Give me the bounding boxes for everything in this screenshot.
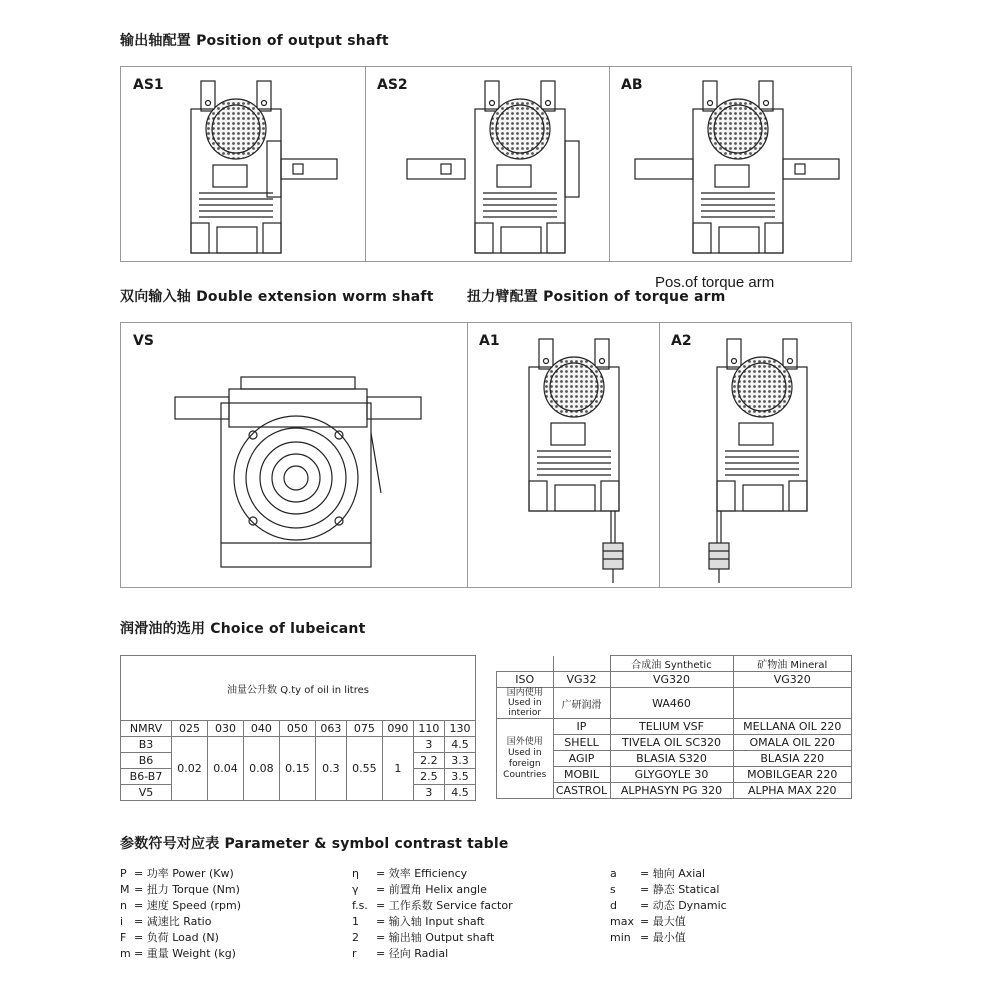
synthetic-cell: ALPHASYN PG 320: [610, 783, 733, 799]
symbol-row: [610, 914, 727, 930]
symbol-desc: = 工作系数 Service factor: [376, 899, 513, 912]
symbol-row: [120, 882, 241, 898]
table-cell: 3.5: [444, 769, 475, 785]
symbol-row: [352, 866, 513, 882]
symbol-desc: = 负荷 Load (N): [134, 931, 219, 944]
symbol-row: [610, 882, 727, 898]
col-header: 130: [444, 721, 475, 737]
col-header: 090: [382, 721, 413, 737]
mineral-header: 矿物油 Mineral: [733, 656, 852, 672]
brand-cell: CASTROL: [553, 783, 610, 799]
symbol-column-3: [610, 866, 727, 946]
synthetic-header: 合成油 Synthetic: [610, 656, 733, 672]
symbol-desc: = 扭力 Torque (Nm): [134, 883, 240, 896]
symbol-key: max: [610, 915, 634, 928]
col-header: 063: [315, 721, 346, 737]
table-corner: [497, 656, 554, 672]
symbol-desc: = 最大值: [640, 915, 686, 928]
symbol-desc: = 输入轴 Input shaft: [376, 915, 485, 928]
col-header: 075: [346, 721, 382, 737]
section-title-lubricant: 润滑油的选用 Choice of lubeicant: [120, 621, 366, 637]
table-cell: 1: [382, 737, 413, 801]
table-cell: 3.3: [444, 753, 475, 769]
synthetic-cell: GLYGOYLE 30: [610, 767, 733, 783]
table-cell: 0.55: [346, 737, 382, 801]
mineral-cell: BLASIA 220: [733, 751, 852, 767]
gearbox-vs-drawing: [171, 363, 431, 573]
iso-label: ISO: [497, 672, 554, 688]
table-cell: VG320: [610, 672, 733, 688]
col-header: 040: [243, 721, 279, 737]
section-title-torque-arm: 扭力臂配置 Position of torque arm: [467, 289, 726, 305]
row-label: B6-B7: [121, 769, 172, 785]
table-cell: VG320: [733, 672, 852, 688]
symbol-desc: = 最小值: [640, 931, 686, 944]
symbol-desc: = 重量 Weight (kg): [134, 947, 236, 960]
row-label: B6: [121, 753, 172, 769]
gearbox-as2-drawing: [405, 79, 595, 255]
symbol-desc: = 速度 Speed (rpm): [134, 899, 241, 912]
col-header: NMRV: [121, 721, 172, 737]
brand-cell: MOBIL: [553, 767, 610, 783]
symbol-desc: = 减速比 Ratio: [134, 915, 212, 928]
symbol-key: s: [610, 883, 616, 896]
symbol-key: 1: [352, 915, 359, 928]
symbol-row: [120, 898, 241, 914]
table-cell: 4.5: [444, 785, 475, 801]
mineral-cell: ALPHA MAX 220: [733, 783, 852, 799]
symbol-row: [352, 898, 513, 914]
symbol-key: a: [610, 867, 617, 880]
symbol-key: f.s.: [352, 899, 368, 912]
double-extension-panel: [120, 322, 852, 588]
symbol-row: [610, 930, 727, 946]
panel-label-a1: A1: [479, 333, 500, 349]
symbol-key: P: [120, 867, 127, 880]
row-label: V5: [121, 785, 172, 801]
section-title-output-shaft: 输出轴配置 Position of output shaft: [120, 33, 389, 49]
brand-cell: SHELL: [553, 735, 610, 751]
symbol-key: m: [120, 947, 131, 960]
table-cell: 0.15: [279, 737, 315, 801]
table-cell: 2.5: [413, 769, 444, 785]
symbol-key: 2: [352, 931, 359, 944]
symbol-desc: = 径向 Radial: [376, 947, 449, 960]
table-cell: 0.04: [207, 737, 243, 801]
synthetic-cell: BLASIA S320: [610, 751, 733, 767]
col-header: 025: [172, 721, 208, 737]
symbol-key: d: [610, 899, 617, 912]
divider: [467, 323, 468, 587]
symbol-key: η: [352, 867, 359, 880]
table-cell: 0.02: [172, 737, 208, 801]
brand-cell: AGIP: [553, 751, 610, 767]
table-cell: 0.3: [315, 737, 346, 801]
divider: [659, 323, 660, 587]
oil-qty-title: 油量公升数 Q.ty of oil in litres: [121, 656, 476, 721]
symbol-desc: = 功率 Power (Kw): [134, 867, 234, 880]
symbol-row: [120, 866, 241, 882]
symbol-row: [352, 930, 513, 946]
symbol-row: [352, 914, 513, 930]
symbol-row: [352, 882, 513, 898]
symbol-row: [610, 866, 727, 882]
table-cell: 4.5: [444, 737, 475, 753]
table-cell: 2.2: [413, 753, 444, 769]
symbol-key: min: [610, 931, 631, 944]
symbol-key: i: [120, 915, 124, 928]
symbol-column-1: [120, 866, 241, 962]
symbol-key: n: [120, 899, 127, 912]
table-cell: 0.08: [243, 737, 279, 801]
gearbox-ab-drawing: [633, 79, 843, 255]
synthetic-cell: TELIUM VSF: [610, 719, 733, 735]
symbol-row: [120, 930, 241, 946]
col-header: 050: [279, 721, 315, 737]
table-cell: VG32: [553, 672, 610, 688]
gearbox-as1-drawing: [161, 79, 351, 255]
symbol-key: M: [120, 883, 130, 896]
interior-brand: 广研润滑: [553, 688, 610, 719]
symbol-desc: = 前置角 Helix angle: [376, 883, 487, 896]
table-cell: 3: [413, 785, 444, 801]
panel-label-as2: AS2: [377, 77, 408, 93]
mineral-cell: OMALA OIL 220: [733, 735, 852, 751]
table-corner: [553, 656, 610, 672]
symbol-key: γ: [352, 883, 359, 896]
output-shaft-panel: [120, 66, 852, 262]
symbol-column-2: [352, 866, 513, 962]
panel-label-vs: VS: [133, 333, 154, 349]
torque-arm-note: Pos.of torque arm: [655, 274, 775, 291]
symbol-desc: = 静态 Statical: [640, 883, 720, 896]
symbol-desc: = 动态 Dynamic: [640, 899, 727, 912]
mineral-cell: MELLANA OIL 220: [733, 719, 852, 735]
symbol-row: [610, 898, 727, 914]
symbol-key: F: [120, 931, 127, 944]
table-cell: 3: [413, 737, 444, 753]
lubricant-brand-table: [496, 655, 852, 799]
foreign-label: 国外使用 Used in foreign Countries: [497, 719, 554, 799]
section-title-double-extension: 双向输入轴 Double extension worm shaft: [120, 289, 434, 305]
symbol-key: r: [352, 947, 357, 960]
brand-cell: IP: [553, 719, 610, 735]
interior-label: 国内使用 Used in interior: [497, 688, 554, 719]
divider: [365, 67, 366, 261]
row-label: B3: [121, 737, 172, 753]
symbol-desc: = 效率 Efficiency: [376, 867, 468, 880]
col-header: 030: [207, 721, 243, 737]
oil-quantity-table: [120, 655, 476, 801]
mineral-cell: MOBILGEAR 220: [733, 767, 852, 783]
section-title-parameters: 参数符号对应表 Parameter & symbol contrast table: [120, 836, 509, 852]
panel-label-ab: AB: [621, 77, 643, 93]
synthetic-cell: TIVELA OIL SC320: [610, 735, 733, 751]
interior-oil: WA460: [610, 688, 733, 719]
divider: [609, 67, 610, 261]
symbol-row: [352, 946, 513, 962]
gearbox-a2-drawing: [695, 337, 835, 587]
symbol-row: [120, 914, 241, 930]
symbol-desc: = 输出轴 Output shaft: [376, 931, 495, 944]
gearbox-a1-drawing: [511, 337, 651, 587]
panel-label-as1: AS1: [133, 77, 164, 93]
symbol-row: [120, 946, 241, 962]
table-cell: [733, 688, 852, 719]
col-header: 110: [413, 721, 444, 737]
symbol-desc: = 轴向 Axial: [640, 867, 706, 880]
panel-label-a2: A2: [671, 333, 692, 349]
